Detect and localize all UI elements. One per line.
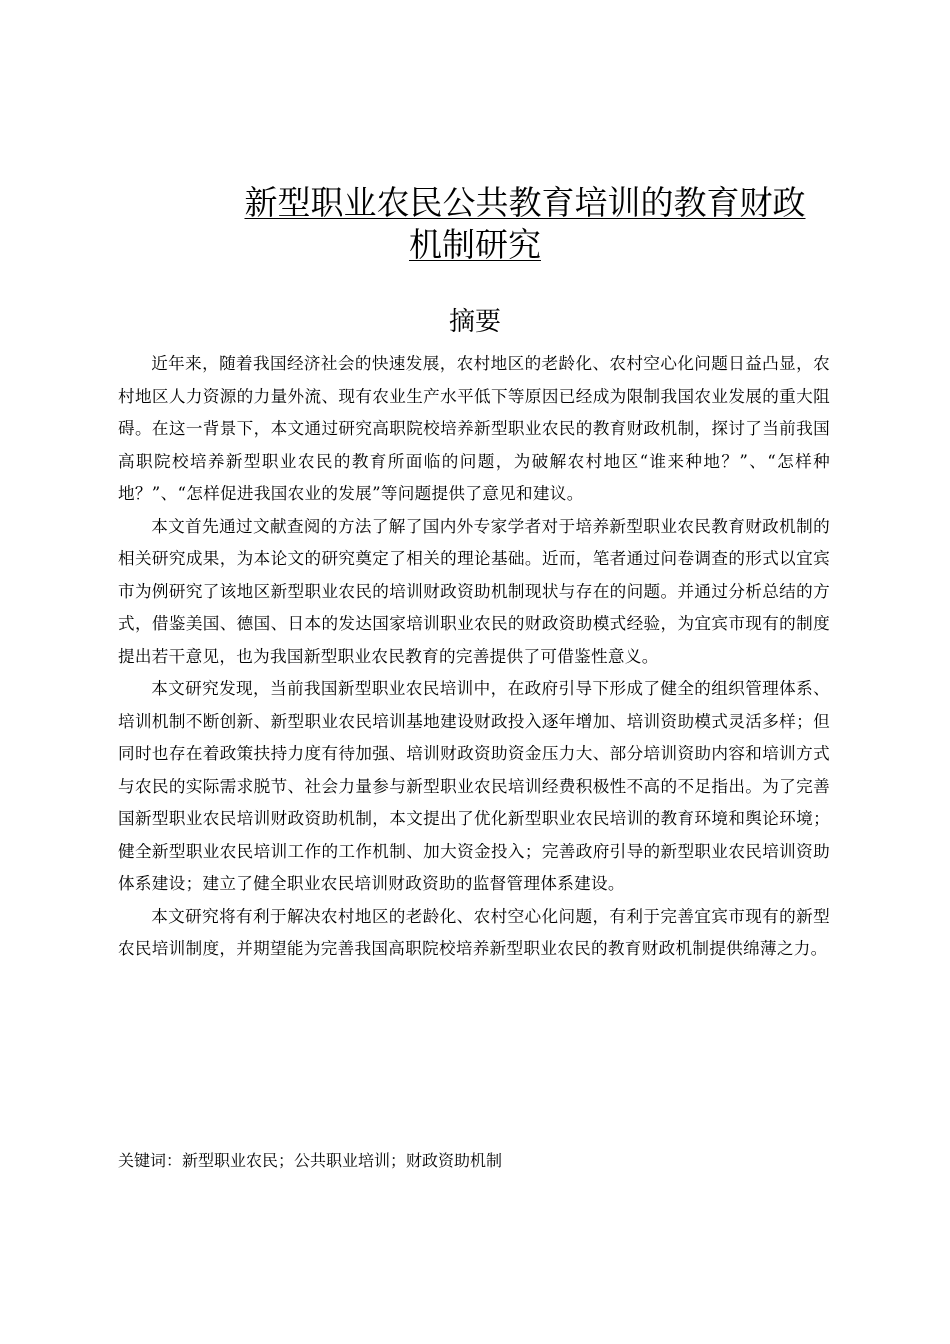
keywords-label: 关键词： [118,1151,183,1170]
paper-title-line-2: 机制研究 [409,225,541,264]
paper-title [120,182,830,266]
keywords-line [118,1146,830,1176]
abstract-paragraph-2: 本文首先通过文献查阅的方法了解了国内外专家学者对于培养新型职业农民教育财政机制的相关研究成果，为本论文的研究奠定了相关的理论基础。近而，笔者通过问卷调查的形式以宜宾市为例研究了该地区新型职业农民的培训财政资助机制现状与存在的问题。并通过分析总结的方式，借鉴美国、德国、日本的发达国家培训职业农民的财政资助模式经验，为宜宾市现有的制度提出若干意见，也为我国新型职业农民教育的完善提供了可借鉴性意义。 [118,516,830,666]
abstract-paragraph-4: 本文研究将有利于解决农村地区的老龄化、农村空心化问题，有利于完善宜宾市现有的新型农民培训制度，并期望能为完善我国高职院校培养新型职业农民的教育财政机制提供绵薄之力。 [118,906,830,958]
paper-title-line-1: 新型职业农民公共教育培训的教育财政 [244,183,806,222]
abstract-heading: 摘要 [448,307,501,337]
keywords-text: 新型职业农民；公共职业培训；财政资助机制 [182,1151,503,1170]
abstract-paragraph-1: 近年来，随着我国经济社会的快速发展，农村地区的老龄化、农村空心化问题日益凸显，农村地区人力资源的力量外流、现有农业生产水平低下等原因已经成为限制我国农业发展的重大阻碍。在这一背景下，本文通过研究高职院校培养新型职业农民的教育财政机制，探讨了当前我国高职院校培养新型职业农民的教育所面临的问题，为破解农村地区“谁来种地？”、“怎样种地？”、“怎样促进我国农业的发展”等问题提供了意见和建议。 [118,354,830,503]
abstract-body [118,348,830,966]
abstract-paragraph-3: 本文研究发现，当前我国新型职业农民培训中，在政府引导下形成了健全的组织管理体系、培训机制不断创新、新型职业农民培训基地建设财政投入逐年增加、培训资助模式灵活多样；但同时也存在着政策扶持力度有待加强、培训财政资助资金压力大、部分培训资助内容和培训方式与农民的实际需求脱节、社会力量参与新型职业农民培训经费积极性不高的不足指出。为了完善国新型职业农民培训财政资助机制，本文提出了优化新型职业农民培训的教育环境和舆论环境；健全新型职业农民培训工作的工作机制、加大资金投入；完善政府引导的新型职业农民培训资助体系建设；建立了健全职业农民培训财政资助的监督管理体系建设。 [118,679,830,893]
